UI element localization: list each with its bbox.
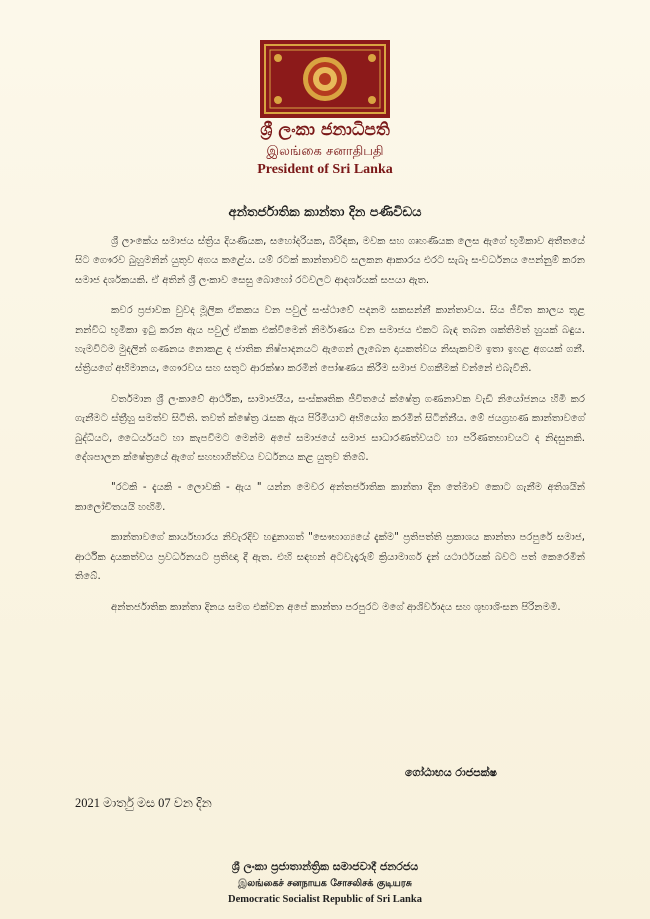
header-tamil: இலங்கை சனாதிபதி: [266, 144, 384, 159]
paragraph: ශ්‍රී ලාංකේය සමාජය ස්ත්‍රිය දියණියක, සහෝදරියක, බිරිඳක, මවක සහ ගෘහණියක ලෙස ඇගේ භූමිකාව අතීතයේ සිට ගෞරව බුහුමනින් යුතුව අගය කළේය. යම් රටක් කාන්තාවට සලකන ආකාරය එරට සැබෑ සංවර්ධනය පෙන්නුම් කරන සමාජ දර්ශකයකි. ඒ අතින් ශ්‍රී ලංකාව සෙසු බොහෝ රටවලට ආදර්ශයක් සපයා ඇත.: [75, 236, 585, 286]
paragraph: කාන්තාවගේ කාර්යභාරය නිවැරදිව හඳුනාගත් "සෞභාග්‍යයේ දැක්ම" ප්‍රතිපත්ති ප්‍රකාශය කාන්තා පරපුරේ සමාජ, ආර්ථික දායකත්වය ප්‍රවර්ධනයට ප්‍රතිඥා දී ඇත. එහි සඳහන් අටවැදෑරුම් ක්‍රියාමාර්ග දැන් යථාර්ථයක් බවට පත් කෙරෙමින් තිබේ.: [75, 532, 586, 583]
presidential-emblem-icon: [260, 40, 390, 118]
footer-tamil: இலங்கைச் சனநாயக சோசலிசக் குடியரசு: [238, 878, 412, 889]
message-date: 2021 මාර්තු මස 07 වන දින: [75, 796, 212, 810]
paragraph: "රටකි - දැයකි - ලොවකි - ඇය " යන්න මෙවර අන්තර්ජාතික කාන්තා දින තේමාව කොට ගැනීම අතිශයින් කාලෝචිතයයි හඟිමි.: [75, 482, 585, 513]
footer-sinhala: ශ්‍රී ලංකා ප්‍රජාතාන්ත්‍රික සමාජවාදී ජනරජය: [231, 860, 419, 873]
footer-english: Democratic Socialist Republic of Sri Lanka: [228, 894, 422, 905]
message-title: අන්තර්ජාතික කාන්තා දින පණිවිඩය: [228, 205, 422, 220]
signature-name: ගෝඨාභය රාජපක්ෂ: [405, 766, 497, 779]
header-english: President of Sri Lanka: [257, 162, 393, 177]
paragraph: අන්තර්ජාතික කාන්තා දිනය සමග එක්වන අපේ කාන්තා පරපුරට මගේ ආශිර්වාදය සහ ශුභාශිංසන පිරිනමමි.: [111, 601, 561, 613]
header-sinhala: ශ්‍රී ලංකා ජනාධිපති: [260, 120, 390, 140]
message-body: [75, 232, 585, 628]
paragraph: කවර ප්‍රජාවක වුවද මූලික ඒකකය වන පවුල් සංස්ථාවේ පදනම සකසන්නී කාන්තාවය. සිය ජීවිත කාලය තුළ නන්විධ භූමිකා ඉටු කරන ඇය පවුල් ඒකක එක්වීමෙන් නිර්මාණය වන සමාජය එකට බැඳ තබන ශක්තිමත් හුයක් බඳුය. හැමවිටම මුදලින් ගණනය නොකළ ද ජාතික නිෂ්පාදනයට ඇගෙන් ලැබෙන දායකත්වය නිසැකවම ඉතා ඉහළ අගයක් ගනී. ස්ත්‍රියගේ අභිමානය, ගෞරවය සහ සතුට ආරක්ෂා කරමින් පෝෂණය කිරීම සමාජ වගකීමක් වන්නේ එබැවිනි.: [75, 305, 585, 375]
paragraph: වර්තමාන ශ්‍රී ලංකාවේ ආර්ථික, සාමාජයීය, සංස්කෘතික ජීවිතයේ ක්ෂේත්‍ර ගණනාවක වැඩි නියෝජනය හිමි කර ගැනීමට ස්ත්‍රීහු සමත්ව සිටිති. තවත් ක්ෂේත්‍ර රැසක ඇය පිරිමියාට අභියෝග කරමින් සිටින්නීය. මේ ජයග්‍රහණ කාන්තාවගේ බුද්ධියට, ධෛර්යයට හා කැපවීමට මෙන්ම අපේ සමාජයේ සමාජ සාධාරණත්වයට හා පරිණතභාවයට ද නිදසුනකි. දේශපාලන ක්ෂේත්‍රයේ ඇගේ සහභාගිත්වය වර්ධනය කළ යුතුව තිබේ.: [75, 393, 585, 464]
